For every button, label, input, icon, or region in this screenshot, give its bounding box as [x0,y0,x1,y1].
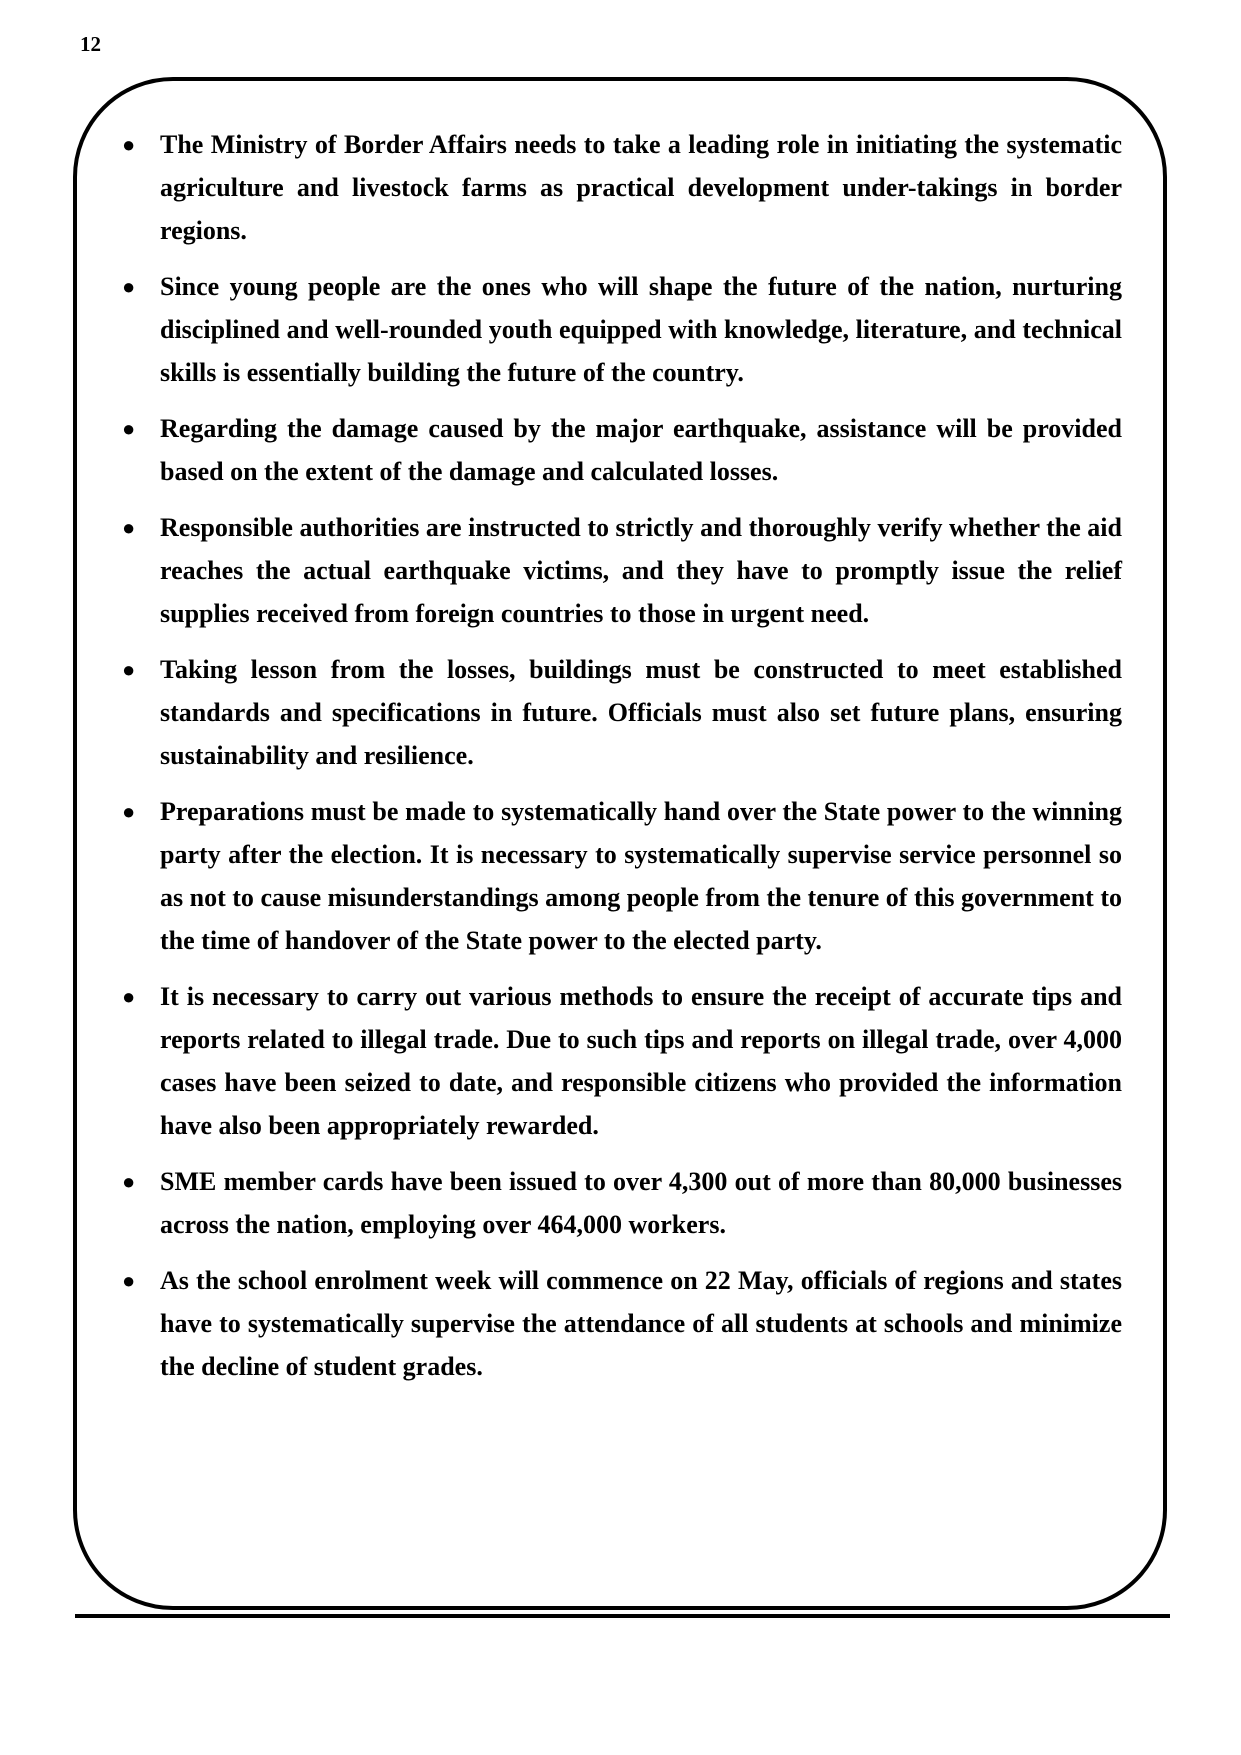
bullet-dot-icon: ● [122,515,136,540]
list-item-text: The Ministry of Border Affairs needs to take a leading role in initiating the systematic agriculture and livestock farms as practical development under-takings in border regions. [160,130,1122,245]
bullet-dot-icon: ● [122,416,136,441]
list-item-text: Preparations must be made to systematically hand over the State power to the winning party after the election. It is necessary to systematically supervise service personnel so as not to cause misunderstandings among people from the tenure of this government to the time of handover of the State power to the elected party. [160,797,1122,955]
page-number: 12 [80,32,101,56]
list-item [118,123,1122,252]
list-item-text: It is necessary to carry out various methods to ensure the receipt of accurate tips and reports related to illegal trade. Due to such tips and reports on illegal trade, over 4,000 cases have been seized to date, and responsible citizens who provided the information have also been appropriately rewarded. [160,982,1122,1140]
list-item-text: Regarding the damage caused by the major earthquake, assistance will be provided based on the extent of the damage and calculated losses. [160,414,1122,486]
list-item [118,265,1122,394]
list-item [118,506,1122,635]
list-item-text: Taking lesson from the losses, buildings must be constructed to meet established standards and specifications in future. Officials must also set future plans, ensuring sustainability and resilience. [160,655,1122,770]
bullet-dot-icon: ● [122,799,136,824]
bullet-dot-icon: ● [122,132,136,157]
list-item [118,1160,1122,1246]
bottom-rule [75,1614,1170,1618]
list-item-text: SME member cards have been issued to over 4,300 out of more than 80,000 businesses across the nation, employing over 464,000 workers. [160,1167,1122,1239]
list-item [118,975,1122,1147]
list-item [118,1259,1122,1388]
bullet-dot-icon: ● [122,657,136,682]
list-item-text: Responsible authorities are instructed to strictly and thoroughly verify whether the aid reaches the actual earthquake victims, and they have to promptly issue the relief supplies received from foreign countries to those in urgent need. [160,513,1122,628]
list-item [118,648,1122,777]
list-item-text: Since young people are the ones who will shape the future of the nation, nurturing disciplined and well-rounded youth equipped with knowledge, literature, and technical skills is essentially building the future of the country. [160,272,1122,387]
list-item-text: As the school enrolment week will commence on 22 May, officials of regions and states have to systematically supervise the attendance of all students at schools and minimize the decline of student grades. [160,1266,1122,1381]
bullet-list [118,123,1122,1401]
bullet-dot-icon: ● [122,1268,136,1293]
list-item [118,790,1122,962]
bullet-dot-icon: ● [122,1169,136,1194]
list-item [118,407,1122,493]
bullet-dot-icon: ● [122,984,136,1009]
bullet-dot-icon: ● [122,274,136,299]
